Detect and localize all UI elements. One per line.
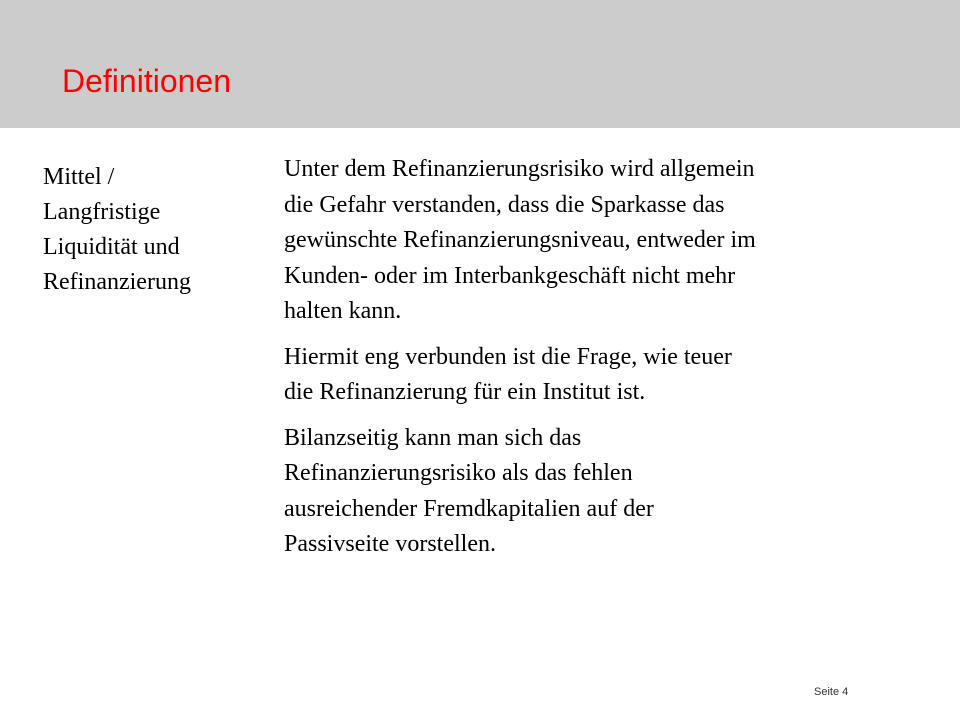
text-line: Kunden- oder im Interbankgeschäft nicht mehr	[284, 262, 736, 289]
side-label-line: Refinanzierung	[43, 269, 191, 295]
text-line: Hiermit eng verbunden ist die Frage, wie teuer	[284, 343, 732, 370]
paragraph-cost	[284, 340, 924, 411]
body-text	[284, 152, 924, 573]
text-line: ausreichender Fremdkapitalien auf der	[284, 495, 654, 522]
side-label-line: Langfristige	[43, 199, 161, 225]
text-line: Bilanzseitig kann man sich das	[284, 424, 582, 451]
paragraph-definition	[284, 152, 924, 330]
text-line: halten kann.	[284, 298, 402, 324]
text-line: die Refinanzierung für ein Institut ist.	[284, 379, 646, 405]
text-line: die Gefahr verstanden, dass die Sparkasse das	[284, 191, 725, 218]
text-line: Refinanzierungsrisiko als das fehlen	[284, 460, 633, 486]
paragraph-balance-sheet	[284, 421, 924, 563]
text-line: Passivseite vorstellen.	[284, 531, 496, 557]
side-label-line: Liquidität und	[43, 234, 180, 260]
text-line: gewünschte Refinanzierungsniveau, entweder im	[284, 227, 756, 253]
text-line: Unter dem Refinanzierungsrisiko wird allgemein	[284, 156, 755, 182]
side-label	[43, 160, 248, 300]
side-label-line: Mittel /	[43, 164, 115, 190]
slide-title: Definitionen	[62, 63, 231, 99]
page-number: Seite 4	[814, 686, 849, 698]
